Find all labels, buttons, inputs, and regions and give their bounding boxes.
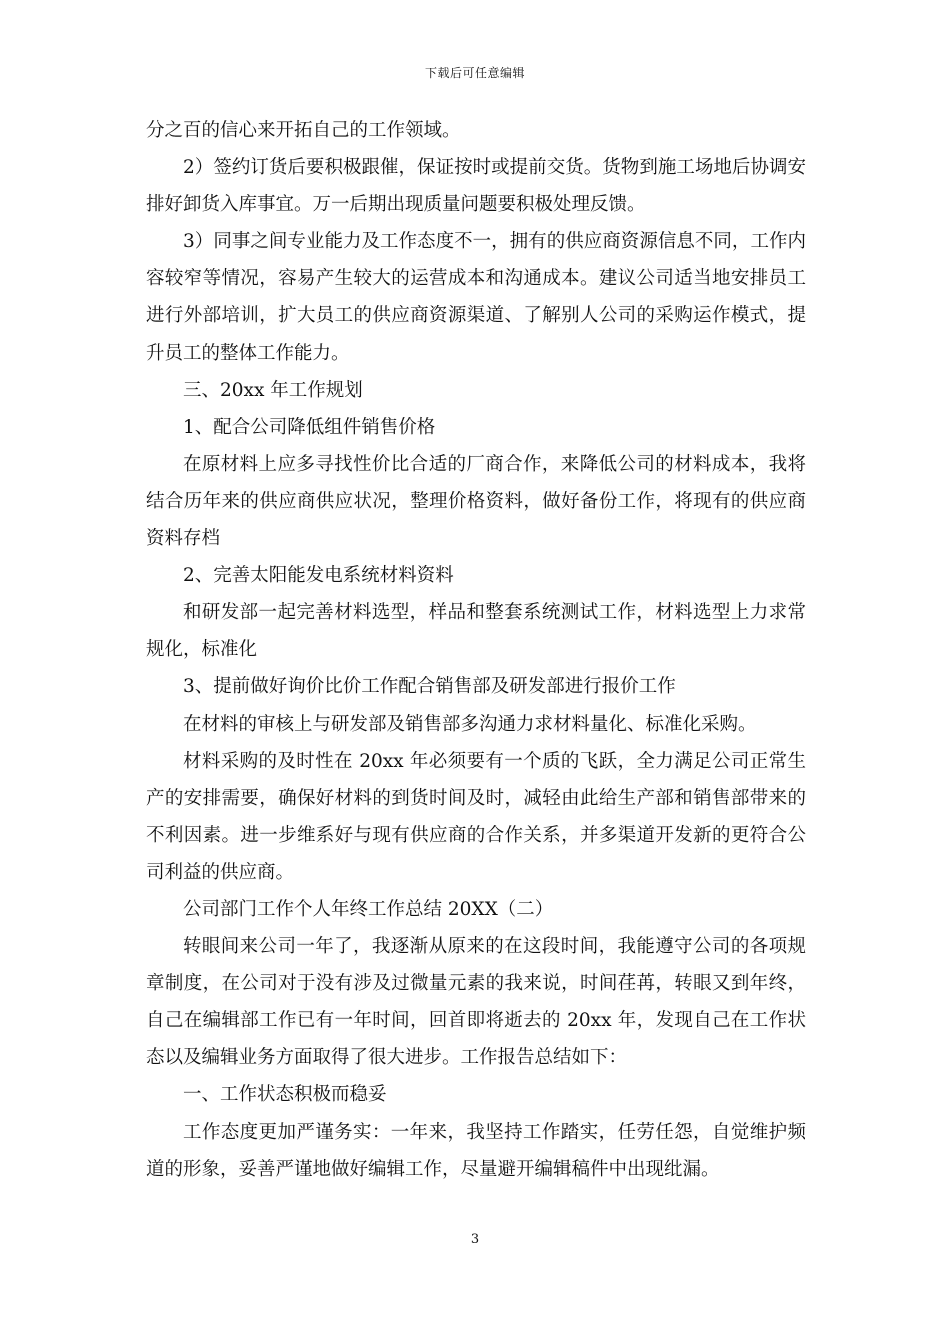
- page-header: 下载后可任意编辑: [424, 66, 525, 80]
- subsection-heading: 3、提前做好询价比价工作配合销售部及研发部进行报价工作: [183, 676, 676, 698]
- paragraph: 在材料的审核上与研发部及销售部多沟通力求材料量化、标准化采购。: [183, 713, 757, 735]
- paragraph: 材料采购的及时性在 20xx 年必须要有一个质的飞跃，全力满足公司正常生产的安排需要，确保好材料的到货时间及时，减轻由此给生产部和销售部带来的不利因素。进一步维系好与现有供应商的合作关系，并多渠道开发新的更符合公司利益的供应商。: [146, 750, 806, 883]
- section-heading: 三、20xx 年工作规划: [183, 379, 363, 401]
- subsection-heading: 1、配合公司降低组件销售价格: [183, 416, 436, 438]
- paragraph: 分之百的信心来开拓自己的工作领域。: [146, 120, 461, 141]
- page-number: 3: [470, 1232, 480, 1247]
- paragraph: 3）同事之间专业能力及工作态度不一，拥有的供应商资源信息不同，工作内容较窄等情况，容易产生较大的运营成本和沟通成本。建议公司适当地安排员工进行外部培训，扩大员工的供应商资源渠道、了解别人公司的采购运作模式，提升员工的整体工作能力。: [146, 231, 806, 364]
- paragraph: 和研发部一起完善材料选型，样品和整套系统测试工作，材料选型上力求常规化，标准化: [146, 602, 806, 661]
- paragraph: 2）签约订货后要积极跟催，保证按时或提前交货。货物到施工场地后协调安排好卸货入库事宜。万一后期出现质量问题要积极处理反馈。: [146, 157, 806, 216]
- document-subtitle: 公司部门工作个人年终工作总结 20XX（二）: [183, 898, 554, 920]
- paragraph: 转眼间来公司一年了，我逐渐从原来的在这段时间，我能遵守公司的各项规章制度，在公司对于没有涉及过微量元素的我来说，时间荏苒，转眼又到年终，自己在编辑部工作已有一年时间，回首即将逝去的 20xx 年，发现自己在工作状态以及编辑业务方面取得了很大进步。工作报告总结如下：: [146, 936, 806, 1069]
- paragraph: 在原材料上应多寻找性价比合适的厂商合作，来降低公司的材料成本，我将结合历年来的供应商供应状况，整理价格资料，做好备份工作，将现有的供应商资料存档: [146, 453, 806, 550]
- section-heading: 一、工作状态积极而稳妥: [183, 1084, 387, 1106]
- subsection-heading: 2、完善太阳能发电系统材料资料: [183, 565, 454, 587]
- document-body: [146, 112, 806, 1188]
- paragraph: 工作态度更加严谨务实：一年来，我坚持工作踏实，任劳任怨，自觉维护频道的形象，妥善严谨地做好编辑工作，尽量避开编辑稿件中出现纰漏。: [146, 1121, 806, 1180]
